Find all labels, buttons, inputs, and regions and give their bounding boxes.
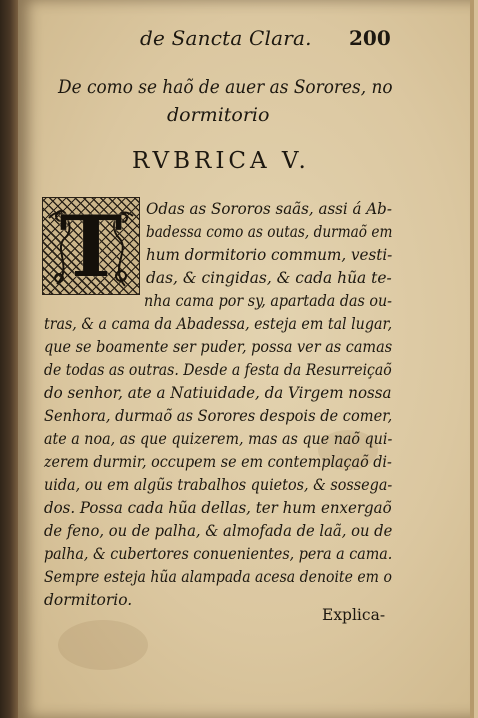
text-line: Senhora, durmaõ as Sorores despois de comer, — [44, 407, 393, 425]
text-line: das, & cingidas, & cada hũa te- — [146, 269, 392, 287]
text-line: Sempre esteja hũa alampada acesa denoite em o — [44, 568, 392, 586]
text-line: dormitorio. — [44, 591, 133, 609]
page-number: 200 — [349, 26, 391, 50]
text-line: zerem durmir, occupem se em contemplaçaõ di- — [44, 453, 392, 471]
text-line: tras, & a cama da Abadessa, esteja em tal lugar, — [44, 315, 393, 333]
text-line: ate a noa, as que quizerem, mas as que naõ qui- — [44, 430, 393, 448]
text-line: uida, ou em algũs trabalhos quietos, & sossega- — [44, 476, 393, 494]
text-line: que se boamente ser puder, possa ver as camas — [44, 338, 393, 356]
rubric-heading: RVBRICA V. — [132, 148, 310, 174]
chapter-title-line-2: dormitorio — [167, 104, 270, 126]
text-line: Odas as Sororos saãs, assi á Ab- — [146, 200, 392, 218]
text-line: do senhor, ate a Natiuidade, da Virgem nossa — [44, 384, 392, 402]
text-line: palha, & cubertores conuenientes, pera a cama. — [44, 545, 393, 563]
text-line: hum dormitorio commum, vesti- — [146, 246, 393, 264]
chapter-title-line-1: De como se haõ de auer as Sorores, no — [58, 76, 393, 98]
decorated-initial — [42, 197, 140, 295]
text-line: dos. Possa cada hũa dellas, ter hum enxergaõ — [44, 499, 392, 517]
text-line: de feno, ou de palha, & almofada de laã, ou de — [44, 522, 393, 540]
paper-stain — [58, 620, 148, 670]
catchword: Explica- — [322, 606, 386, 624]
text-line: nha cama por sy, apartada das ou- — [144, 292, 393, 310]
text-line: de todas as outras. Desde a festa da Resurreiçaõ — [44, 361, 392, 379]
running-head: de Sancta Clara. — [140, 26, 312, 50]
initial-letter: T — [59, 196, 123, 296]
page-edge — [470, 0, 474, 718]
text-line: badessa como as outas, durmaõ em — [146, 223, 393, 241]
